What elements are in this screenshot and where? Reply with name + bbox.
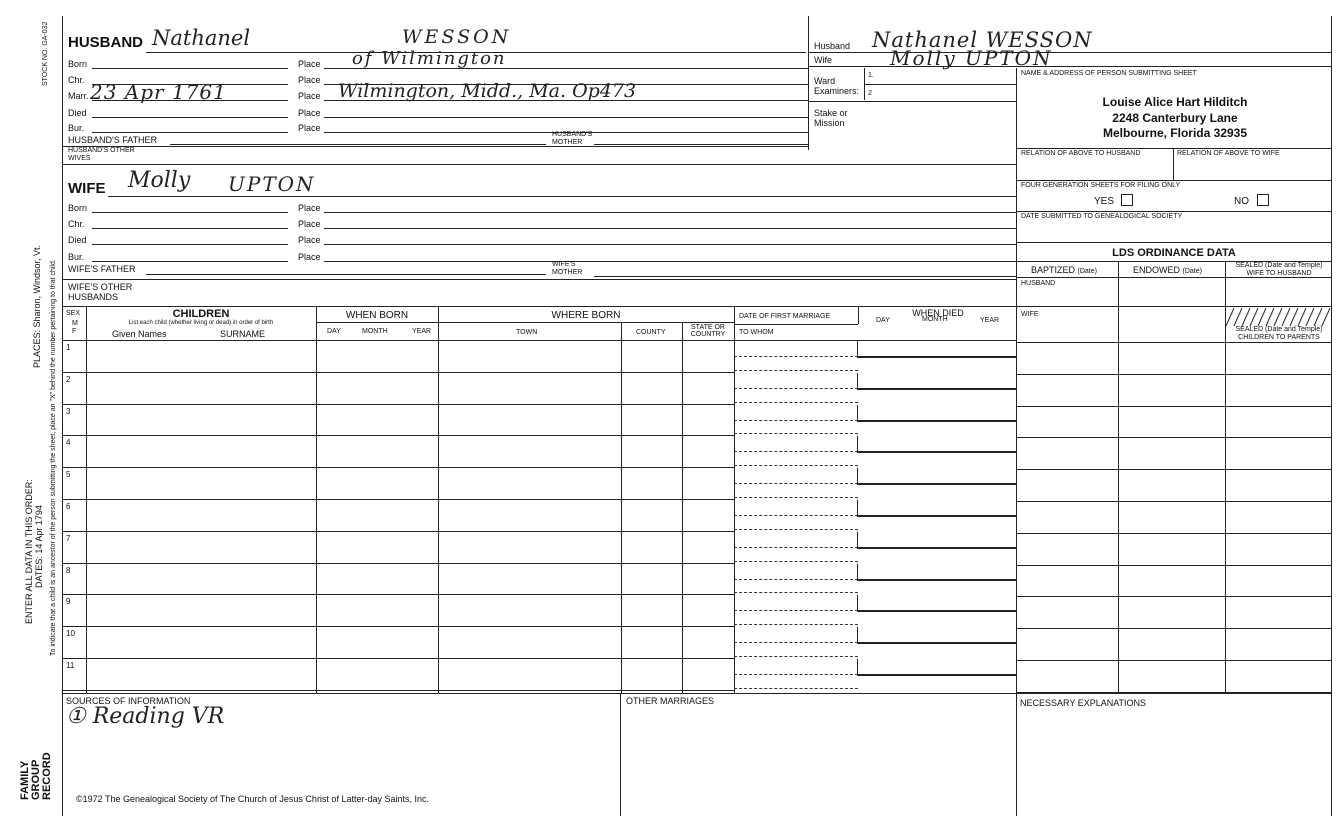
died-bracket — [857, 500, 858, 516]
lds-row-line — [1016, 565, 1332, 566]
husband-father-divider — [62, 146, 808, 147]
submitter-address — [1060, 95, 1290, 142]
lds-row-line — [1016, 596, 1332, 597]
wife-chr-date-line — [92, 228, 288, 229]
husband-surname: WESSON — [402, 26, 512, 48]
husband-died-place-line — [324, 117, 808, 118]
child-row-number: 7 — [66, 533, 71, 543]
died-line — [857, 547, 1016, 549]
husband-born-date-line — [92, 68, 288, 69]
marriage-dash-line-2 — [734, 592, 858, 593]
child-row-number: 6 — [66, 502, 71, 511]
ancestor-note: To indicate that a child is an ancestor of the person submitting the sheet, place an "X" behind the number pertaining to that child. — [50, 259, 57, 656]
where-born-divider — [438, 322, 734, 323]
endowed-label: ENDOWED (Date) — [1133, 265, 1202, 275]
husband-given-name: Nathanel — [152, 26, 251, 50]
wife-surname: UPTON — [228, 172, 316, 196]
marriage-dash-line — [734, 547, 858, 548]
sealed-wife-label: SEALED (Date and Temple) WIFE TO HUSBAND — [1235, 262, 1323, 277]
ward-mid-line — [864, 84, 1016, 85]
marriage-dash-line — [734, 642, 858, 643]
footer-col-1 — [620, 693, 621, 816]
husband-mother-label: HUSBAND'S MOTHER — [552, 131, 593, 146]
wife-died-place-label: Place — [298, 235, 321, 245]
yes-label: YES — [1094, 196, 1115, 207]
husband-born-place: of Wilmington — [352, 48, 507, 69]
lds-wife-label: WIFE — [1021, 311, 1039, 318]
places-line: PLACES: Sharon, Windsor, Vt. — [32, 244, 42, 368]
enter-all-label: ENTER ALL DATA IN THIS ORDER: — [24, 479, 34, 624]
marriage-dash-line — [734, 388, 858, 389]
husband-marr-date: 23 Apr 1761 — [90, 80, 227, 104]
to-whom-label: TO WHOM — [739, 329, 774, 336]
died-line — [857, 356, 1016, 358]
date-submitted-bottom — [1016, 242, 1332, 243]
children-subtitle: List each child (whether living or dead) in order of birth — [128, 320, 274, 326]
wife-died-label: Died — [68, 235, 87, 245]
lds-row-line — [1016, 406, 1332, 407]
header-wife-value: Molly UPTON — [890, 46, 1053, 70]
died-line — [857, 674, 1016, 676]
relation-wife-label: RELATION OF ABOVE TO WIFE — [1177, 150, 1280, 157]
child-row-number: 9 — [66, 597, 71, 607]
explanations-label: NECESSARY EXPLANATIONS — [1020, 698, 1147, 708]
wife-bur-label: Bur. — [68, 252, 85, 262]
died-line — [857, 420, 1016, 422]
children-col-state — [734, 306, 735, 693]
county-label: COUNTY — [636, 329, 666, 336]
child-row-bottom — [62, 435, 734, 436]
marriage-dash-line-2 — [734, 688, 858, 689]
husband-died-place-label: Place — [298, 108, 321, 118]
relation-divider — [1173, 148, 1174, 180]
died-line — [857, 483, 1016, 485]
child-row-bottom — [62, 467, 734, 468]
wife-mother-line — [594, 276, 1016, 277]
wife-given-name: Molly — [128, 168, 191, 193]
lds-husband-label: HUSBAND — [1021, 280, 1056, 287]
header-husband-line — [808, 52, 1332, 53]
husband-marr-place-label: Place — [298, 91, 321, 101]
husband-section-bottom — [62, 164, 1016, 165]
child-row-bottom — [62, 404, 734, 405]
lds-row-line — [1016, 469, 1332, 470]
born-year-label: YEAR — [412, 328, 432, 335]
died-bracket — [857, 595, 858, 611]
wife-other-husbands-label: WIFE'S OTHER HUSBANDS — [68, 282, 133, 302]
wife-bur-place-line — [324, 261, 1016, 262]
child-row-bottom — [62, 626, 734, 627]
no-checkbox[interactable] — [1257, 194, 1269, 206]
marriage-divider — [734, 324, 858, 325]
header-husband-label: Husband — [814, 41, 851, 51]
when-died-label: WHEN DIED — [912, 308, 964, 318]
died-line — [857, 451, 1016, 453]
husband-bur-label: Bur. — [68, 123, 85, 133]
lds-header-bottom — [1016, 277, 1332, 278]
when-born-label: WHEN BORN — [345, 310, 409, 321]
child-row-bottom — [62, 531, 734, 532]
wife-chr-place-label: Place — [298, 219, 321, 229]
died-bracket — [857, 564, 858, 580]
died-month-label: MONTH — [922, 316, 948, 323]
wife-father-divider — [62, 279, 1016, 280]
children-col-county — [682, 322, 683, 693]
marriage-dash-line — [734, 610, 858, 611]
hatched-cell — [1226, 308, 1332, 326]
wife-father-line — [146, 274, 546, 275]
right-border — [1331, 16, 1332, 816]
died-bracket — [857, 627, 858, 643]
sealed-children-label: SEALED (Date and Temple) CHILDREN TO PARENTS — [1235, 326, 1323, 341]
husband-father-label: HUSBAND'S FATHER — [68, 135, 158, 145]
wife-name-line — [108, 196, 1016, 197]
child-row-number: 5 — [66, 470, 71, 480]
children-col-town — [621, 322, 622, 693]
died-line — [857, 515, 1016, 517]
died-bracket — [857, 405, 858, 421]
marriage-dash-line — [734, 356, 858, 357]
child-row-bottom — [62, 594, 734, 595]
husband-died-date-line — [92, 117, 288, 118]
given-names-label: Given Names — [112, 329, 167, 339]
lds-row-start — [1016, 342, 1332, 343]
first-marriage-label: DATE OF FIRST MARRIAGE — [739, 313, 831, 320]
husband-died-label: Died — [68, 108, 87, 118]
died-line — [857, 610, 1016, 612]
header-wife-line — [808, 66, 1332, 67]
surname-label: SURNAME — [220, 329, 266, 339]
wife-born-label: Born — [68, 203, 88, 213]
marriage-dash-line — [734, 451, 858, 452]
died-col-left — [858, 306, 859, 324]
child-row-bottom — [62, 563, 734, 564]
marriage-dash-line — [734, 579, 858, 580]
marriage-dash-line-2 — [734, 561, 858, 562]
wife-bur-date-line — [92, 261, 288, 262]
examiners-label: Examiners: — [814, 86, 860, 96]
wife-mother-label: WIFE'S MOTHER — [552, 261, 583, 276]
sex-label: SEX — [66, 310, 81, 317]
marriage-dash-line-2 — [734, 656, 858, 657]
died-bracket — [857, 659, 858, 675]
stock-number: STOCK NO. GA-032 — [42, 21, 49, 86]
born-month-label: MONTH — [362, 328, 388, 335]
header-husband-value: Nathanel WESSON — [872, 28, 1093, 52]
wife-chr-place-line — [324, 228, 1016, 229]
died-day-label: DAY — [876, 317, 890, 324]
sources-label: SOURCES OF INFORMATION — [66, 696, 191, 706]
husband-mother-line — [594, 144, 808, 145]
lds-row-line — [1016, 628, 1332, 629]
child-row-number: 2 — [66, 374, 71, 384]
child-row-number: 1 — [66, 343, 71, 352]
husband-chr-label: Chr. — [68, 75, 85, 85]
wife-father-label: WIFE'S FATHER — [68, 264, 136, 274]
lds-title: LDS ORDINANCE DATA — [1112, 247, 1236, 259]
husband-chr-place-label: Place — [298, 75, 321, 85]
child-row-bottom — [62, 372, 734, 373]
footer-top — [62, 693, 1332, 694]
wife-born-date-line — [92, 212, 288, 213]
died-bracket — [857, 468, 858, 484]
husband-born-place-label: Place — [298, 59, 321, 69]
dates-line: DATES: 14 Apr 1794 — [34, 505, 44, 588]
husband-marr-label: Marr. — [68, 91, 89, 101]
child-row-number: 10 — [66, 629, 75, 639]
submitter-name: Louise Alice Hart Hilditch — [1102, 95, 1248, 109]
died-bracket — [857, 532, 858, 548]
ward-bottom-line — [808, 101, 1016, 102]
child-row-number: 8 — [66, 565, 71, 575]
marriage-dash-line-2 — [734, 402, 858, 403]
child-row-bottom — [62, 658, 734, 659]
ward-label: Ward — [814, 76, 836, 86]
when-born-divider — [316, 322, 438, 323]
marriage-dash-line — [734, 515, 858, 516]
town-label: TOWN — [516, 329, 538, 336]
lds-row-line — [1016, 374, 1332, 375]
family-record-title: FAMILY GROUP RECORD — [19, 752, 53, 800]
wife-section-bottom — [62, 306, 1332, 307]
lds-row-line — [1016, 437, 1332, 438]
child-row-number: 4 — [66, 438, 71, 448]
ward-num-1: 1. — [868, 72, 874, 79]
children-header-bottom — [62, 340, 1016, 341]
born-day-label: DAY — [327, 328, 341, 335]
died-bracket — [857, 341, 858, 357]
husband-heading: HUSBAND — [68, 34, 143, 51]
baptized-label: BAPTIZED (Date) — [1031, 265, 1097, 275]
died-year-label: YEAR — [980, 317, 1000, 324]
header-divider — [808, 16, 809, 150]
marriage-dash-line-2 — [734, 529, 858, 530]
child-row-number: 11 — [66, 661, 75, 670]
died-line — [857, 642, 1016, 644]
child-row-bottom — [62, 499, 734, 500]
four-gen-bottom — [1016, 211, 1332, 212]
submitter-label: NAME & ADDRESS OF PERSON SUBMITTING SHEET — [1021, 70, 1197, 77]
marriage-dash-line-2 — [734, 370, 858, 371]
marriage-dash-line-2 — [734, 624, 858, 625]
child-row-number: 3 — [66, 406, 71, 416]
wife-bur-place-label: Place — [298, 252, 321, 262]
died-line — [857, 388, 1016, 390]
marriage-dash-line-2 — [734, 433, 858, 434]
wife-chr-label: Chr. — [68, 219, 85, 229]
husband-marr-place: Wilmington, Midd., Ma. Op473 — [338, 80, 637, 102]
yes-checkbox[interactable] — [1121, 194, 1133, 206]
no-label: NO — [1234, 196, 1249, 207]
header-wife-label: Wife — [814, 55, 832, 65]
left-border — [62, 16, 63, 816]
state-label: STATE OR COUNTRY — [690, 324, 726, 338]
lds-row-line — [1016, 501, 1332, 502]
relation-bottom — [1016, 180, 1332, 181]
copyright: ©1972 The Genealogical Society of The Church of Jesus Christ of Latter-day Saints, Inc. — [76, 794, 429, 804]
marriage-dash-line-2 — [734, 497, 858, 498]
mf-label: M F — [72, 320, 78, 335]
four-gen-label: FOUR GENERATION SHEETS FOR FILING ONLY — [1021, 182, 1181, 189]
husband-other-wives-label: HUSBAND'S OTHER WIVES — [68, 147, 135, 162]
died-line — [857, 579, 1016, 581]
wife-died-date-line — [92, 244, 288, 245]
wife-born-place-label: Place — [298, 203, 321, 213]
child-row-bottom — [62, 690, 734, 691]
lds-row-line — [1016, 533, 1332, 534]
ward-num-2: 2 — [868, 90, 872, 97]
marriage-dash-line — [734, 483, 858, 484]
marriage-dash-line-2 — [734, 465, 858, 466]
submitter-street: 2248 Canterbury Lane — [1112, 110, 1238, 125]
husband-born-label: Born — [68, 59, 88, 69]
died-bracket — [857, 436, 858, 452]
husband-bur-place-label: Place — [298, 123, 321, 133]
stake-label: Stake or Mission — [814, 108, 848, 128]
date-submitted-label: DATE SUBMITTED TO GENEALOGICAL SOCIETY — [1021, 213, 1183, 220]
husband-father-line — [170, 144, 546, 145]
wife-born-place-line — [324, 212, 1016, 213]
wife-heading: WIFE — [68, 180, 106, 197]
wife-died-place-line — [324, 244, 1016, 245]
where-born-label: WHERE BORN — [551, 310, 621, 321]
submitter-city: Melbourne, Florida 32935 — [1102, 126, 1248, 140]
children-title: CHILDREN — [172, 308, 230, 320]
submitter-bottom — [1016, 148, 1332, 149]
marriage-dash-line — [734, 420, 858, 421]
died-bracket — [857, 373, 858, 389]
husband-bur-date-line — [92, 132, 288, 133]
sources-value: ① Reading VR — [66, 704, 225, 729]
relation-husband-label: RELATION OF ABOVE TO HUSBAND — [1021, 150, 1141, 157]
lds-row-line — [1016, 660, 1332, 661]
other-marriages-label: OTHER MARRIAGES — [626, 696, 715, 706]
marriage-dash-line — [734, 674, 858, 675]
